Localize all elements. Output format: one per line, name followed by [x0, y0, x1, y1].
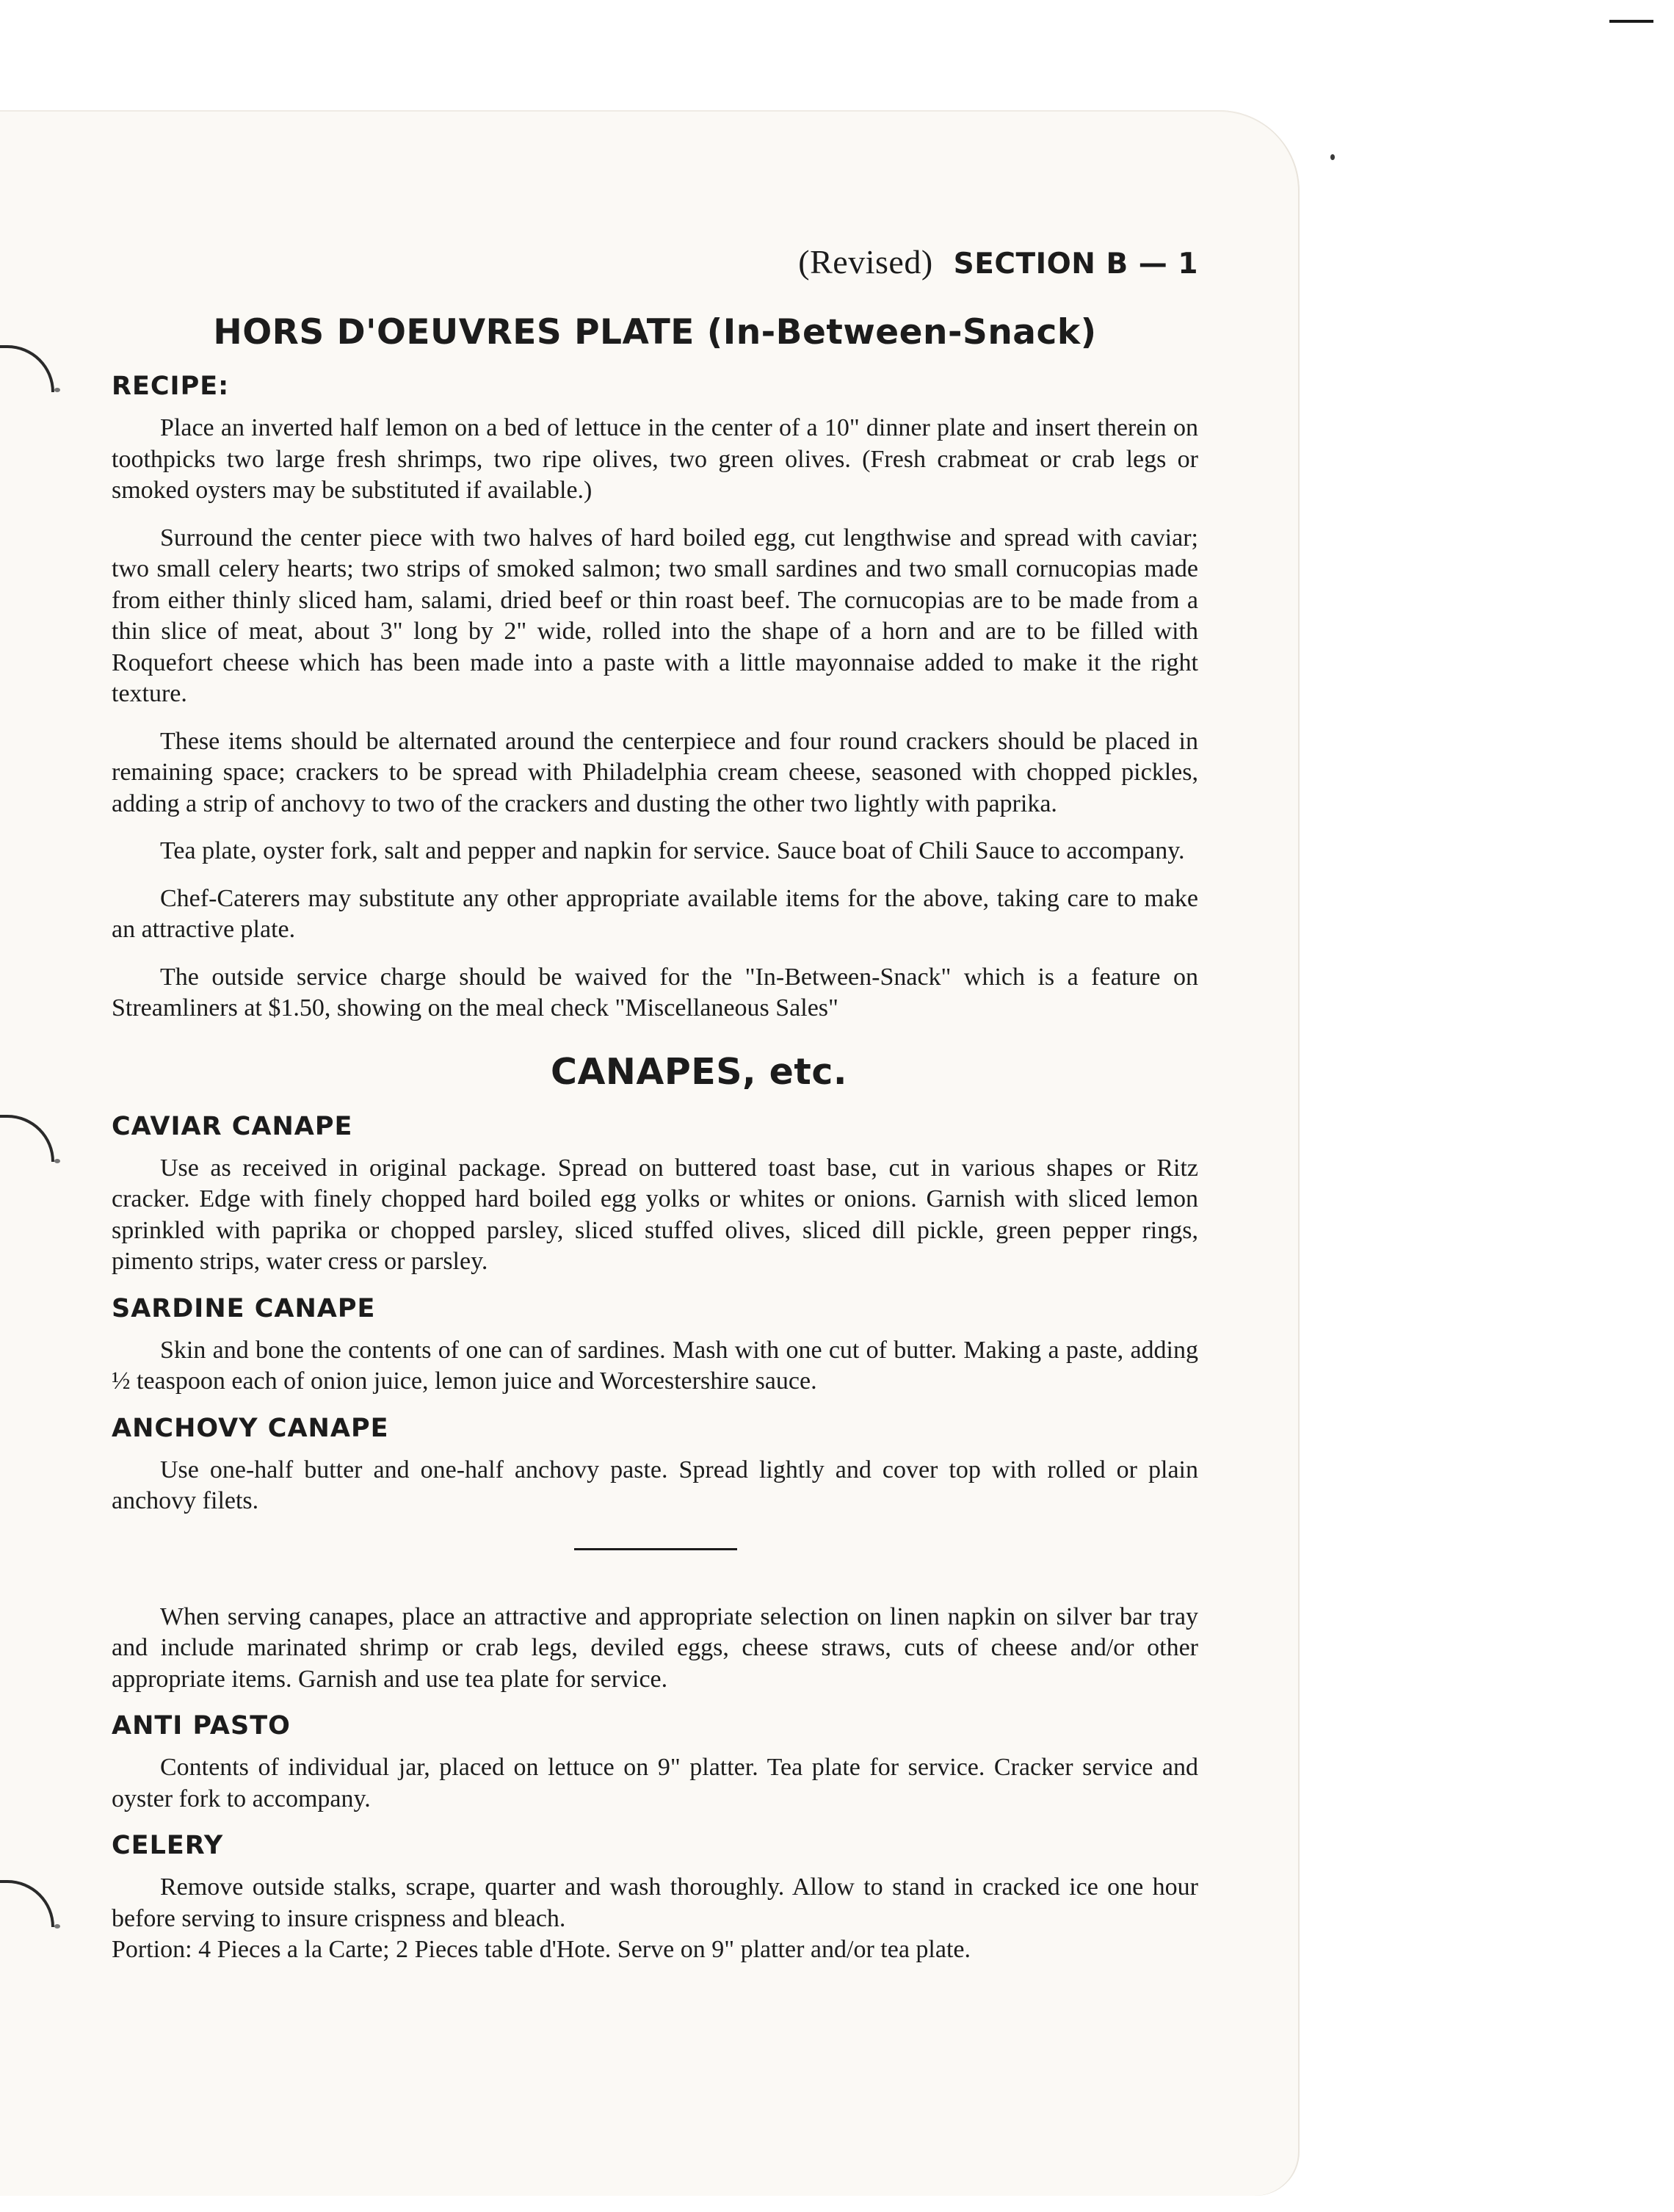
celery-text: Remove outside stalks, scrape, quarter and wash thoroughly. Allow to stand in cracked ice one hour before serving to insure crispness and bleach.	[112, 1873, 1198, 1932]
recipe-paragraph: Tea plate, oyster fork, salt and pepper and napkin for service. Sauce boat of Chili Sauce to accompany.	[160, 837, 1185, 864]
recipe-paragraph: These items should be alternated around the centerpiece and four round crackers should be placed in remaining space; crackers to be spread with Philadelphia cream cheese, seasoned with chopped pickles, adding a strip of anchovy to two of the crackers and dusting the other two lightly with paprika.	[112, 727, 1198, 817]
recipe-label: RECIPE:	[112, 372, 230, 401]
hors-doeuvres-title: HORS D'OEUVRES PLATE (In-Between-Snack)	[213, 312, 1097, 353]
canape-serving-note: When serving canapes, place an attractive and appropriate selection on linen napkin on silver bar tray and include marinated shrimp or crab legs, deviled eggs, cheese straws, cuts of cheese and/or other appropriate items. Garnish and use tea plate for service.	[112, 1602, 1198, 1693]
binder-hole-mark	[54, 388, 60, 392]
caviar-canape-heading: CAVIAR CANAPE	[112, 1111, 353, 1141]
binder-hole-middle	[0, 1115, 54, 1162]
celery-heading: CELERY	[112, 1831, 224, 1860]
section-header	[112, 242, 1198, 281]
recipe-paragraph: Chef-Caterers may substitute any other appropriate available items for the above, taking care to make an attractive plate.	[112, 884, 1198, 943]
sardine-canape-text: Skin and bone the contents of one can of sardines. Mash with one cut of butter. Making a paste, adding ½ teaspoon each of onion juice, lemon juice and Worcestershire sauce.	[112, 1336, 1198, 1395]
binder-hole-mark	[54, 1159, 60, 1163]
celery-portion: Portion: 4 Pieces a la Carte; 2 Pieces table d'Hote. Serve on 9" platter and/or tea plate.	[112, 1936, 971, 1963]
binder-hole-mark	[54, 1924, 60, 1929]
section-label: SECTION B — 1	[953, 247, 1198, 281]
anti-pasto-text: Contents of individual jar, placed on lettuce on 9" platter. Tea plate for service. Cracker service and oyster fork to accompany.	[112, 1754, 1198, 1812]
revised-label: (Revised)	[798, 243, 933, 281]
canapes-title: CANAPES, etc.	[551, 1050, 847, 1093]
binder-hole-top	[0, 345, 54, 392]
paper-speck	[1330, 154, 1335, 160]
anchovy-canape-text: Use one-half butter and one-half anchovy paste. Spread lightly and cover top with rolled or plain anchovy filets.	[112, 1456, 1198, 1514]
caviar-canape-text: Use as received in original package. Spread on buttered toast base, cut in various shapes or Ritz cracker. Edge with finely chopped hard boiled egg yolks or whites or onions. Garnish with sliced lemon sprinkled with paprika or chopped parsley, sliced stuffed olives, sliced dill pickle, green pepper rings, pimento strips, water cress or parsley.	[112, 1154, 1198, 1275]
recipe-paragraph: Surround the center piece with two halves of hard boiled egg, cut lengthwise and spread with caviar; two small celery hearts; two strips of smoked salmon; two small sardines and two small cornucopias made from either thinly sliced ham, salami, dried beef or thin roast beef. The cornucopias are to be made from a thin slice of meat, about 3" long by 2" wide, rolled into the shape of a horn and are to be filled with Roquefort cheese which has been made into a paste with a little mayonnaise added to make it the right texture.	[112, 524, 1198, 707]
anti-pasto-heading: ANTI PASTO	[112, 1711, 291, 1741]
anchovy-canape-heading: ANCHOVY CANAPE	[112, 1413, 389, 1443]
section-divider	[574, 1548, 737, 1550]
sardine-canape-heading: SARDINE CANAPE	[112, 1293, 376, 1323]
recipe-paragraph: Place an inverted half lemon on a bed of lettuce in the center of a 10" dinner plate and insert therein on toothpicks two large fresh shrimps, two ripe olives, two green olives. (Fresh crabmeat or crab legs or smoked oysters may be substituted if available.)	[112, 414, 1198, 504]
recipe-paragraph: The outside service charge should be waived for the "In-Between-Snack" which is a feature on Streamliners at $1.50, showing on the meal check "Miscellaneous Sales"	[112, 963, 1198, 1022]
scan-edge-mark	[1609, 20, 1653, 23]
binder-hole-bottom	[0, 1880, 54, 1927]
document-body	[112, 242, 1198, 1965]
